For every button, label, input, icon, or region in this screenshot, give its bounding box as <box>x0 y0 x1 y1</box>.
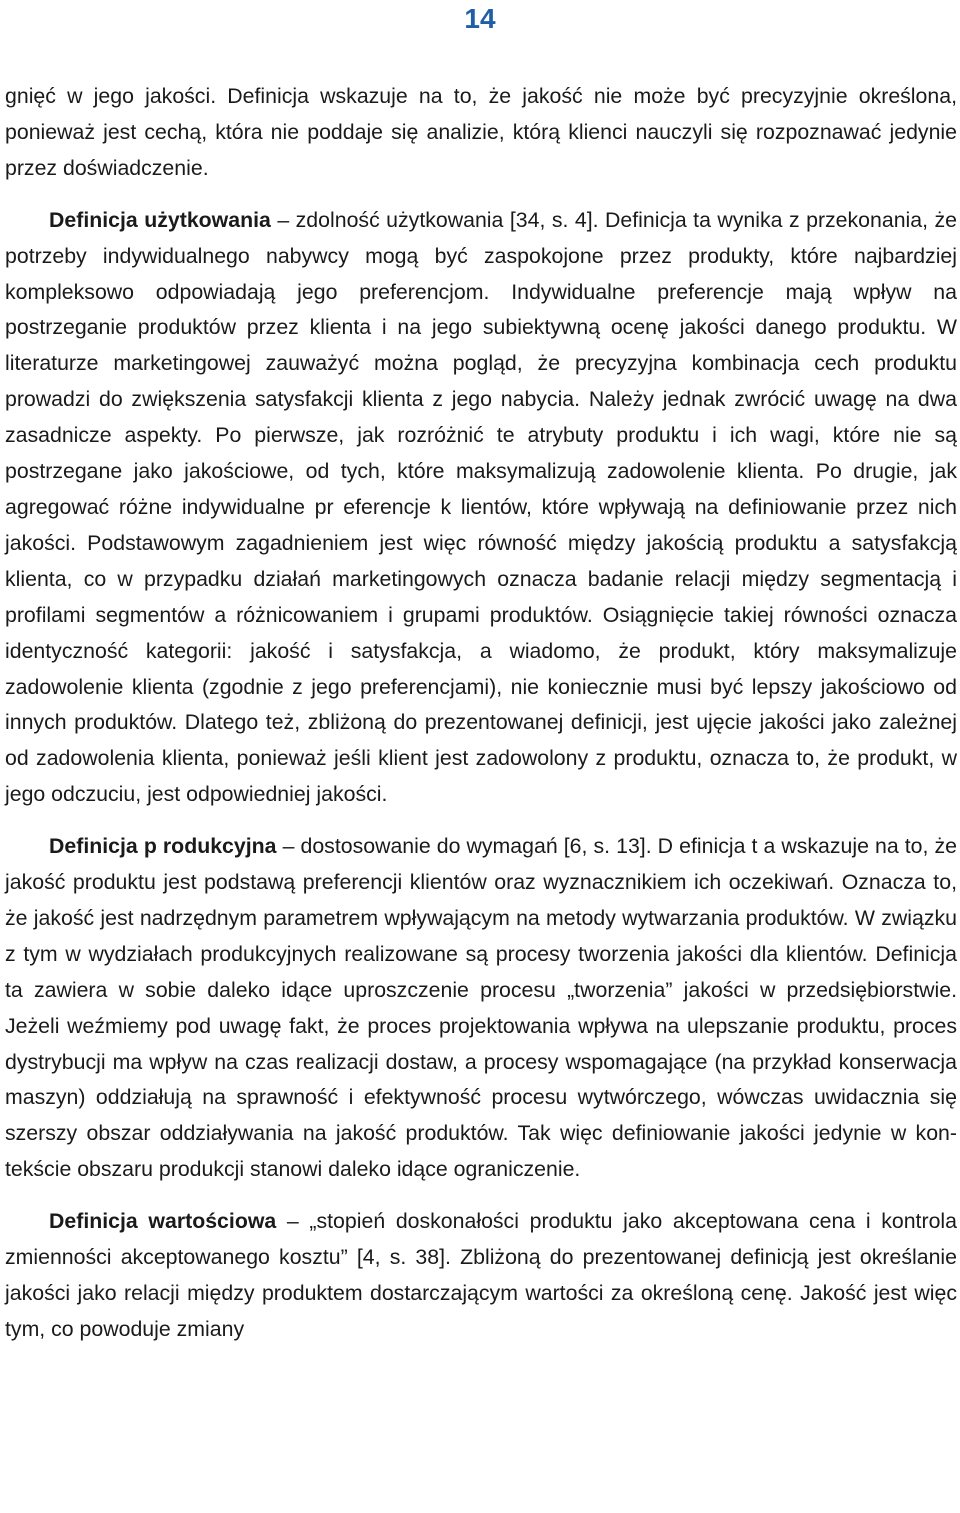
paragraph-usage-definition <box>5 203 957 813</box>
paragraph-text: – zdolność użytkowania [34, s. 4]. Definicja ta wynika z przekonania, że potrzeby indywidualnego nabywcy mogą być zaspokojone przez produkty, które najbardziej kompleksowo odpowiadają jego preferencjom. Indywidualne preferencje mają wpływ na postrzeganie produktów przez klienta i na jego subiektywną ocenę jakości danego produktu. W literaturze marketingowej zauważyć można pogląd, że precyzyjna kombinacja cech produktu prowadzi do zwiększenia satysfakcji klienta z jego nabycia. Należy jednak zwrócić uwagę na dwa zasadnicze aspekty. Po pierwsze, jak rozróżnić te atrybuty produktu i ich wagi, które nie są postrzegane jako jakościowe, od tych, które maksymalizują zadowolenie klienta. Po drugie, jak agregować różne indywidualne pr eferencje k lientów, które wpływają na definiowanie przez nich jakości. Podstawowym zagadnieniem jest więc równość między jakością produktu a satysfakcją klienta, co w przypadku działań marketingowych oznacza badanie relacji między segmentacją i profilami segmentów a różnicowaniem i grupami produktów. Osiągnięcie takiej równości oznacza identyczność kategorii: jakość i satysfakcja, a wiadomo, że produkt, który maksymalizuje zadowolenie klienta (zgodnie z jego preferencjami), nie koniecznie musi być lepszy jakościowo od innych produktów. Dlatego też, zbliżoną do prezentowanej definicji, jest ujęcie jakości jako zależnej od zadowolenia klienta, ponieważ jeśli klient jest zadowolony z produktu, oznacza to, że produkt, w jego odczuciu, jest odpowiedniej jakości. <box>5 207 958 807</box>
paragraph-value-definition <box>5 1204 957 1348</box>
paragraph-text: – „stopień doskonałości produktu jako akceptowana cena i kontrola zmienności akceptowanego kosztu” [4, s. 38]. Zbliżoną do prezentowanej definicją jest określanie jakości jako relacji między produktem dostarczającym wartości za określoną cenę. Jakość jest więc tym, co powoduje zmiany <box>5 1209 957 1341</box>
definition-term: Definicja wartościowa <box>49 1209 277 1234</box>
definition-term: Definicja p rodukcyjna <box>49 834 277 859</box>
paragraph-text: gnięć w jego jakości. Definicja wskazuje na to, że jakość nie może być precyzyjnie określona, ponieważ jest cechą, która nie poddaje się analizie, którą klienci nauczyli się rozpoznawać jedynie przez doświadczenie. <box>5 84 957 180</box>
paragraph-continuation <box>5 79 957 187</box>
document-body <box>5 79 957 1348</box>
definition-term: Definicja użytkowania <box>49 207 271 232</box>
paragraph-text: – dostosowanie do wymagań [6, s. 13]. D efinicja t a wskazuje na to, że jakość produktu jest podstawą preferencji klientów oraz wyznacznikiem ich oczekiwań. Oznacza to, że jakość jest nadrzędnym parametrem wpływającym na metody wytwarzania produktów. W związku z tym w wydziałach produkcyjnych realizowane są procesy tworzenia jakości dla klientów. Definicja ta zawiera w sobie daleko idące uproszczenie procesu „tworzenia” jakości w przedsiębiorstwie. Jeżeli weźmiemy pod uwagę fakt, że proces projektowania wpływa na ulepszanie produktu, proces dystrybucji ma wpływ na czas realizacji dostaw, a procesy wspomagające (na przykład konserwacja maszyn) oddziałują na sprawność i efektywność procesu wytwórczego, wówczas uwidacznia się szerszy obszar oddziaływania na jakość produktów. Tak więc definiowanie jakości jedynie w kontekście obszaru produkcji stanowi daleko idące ograniczenie. <box>5 834 957 1182</box>
page-number: 14 <box>464 3 496 34</box>
paragraph-production-definition <box>5 829 957 1188</box>
